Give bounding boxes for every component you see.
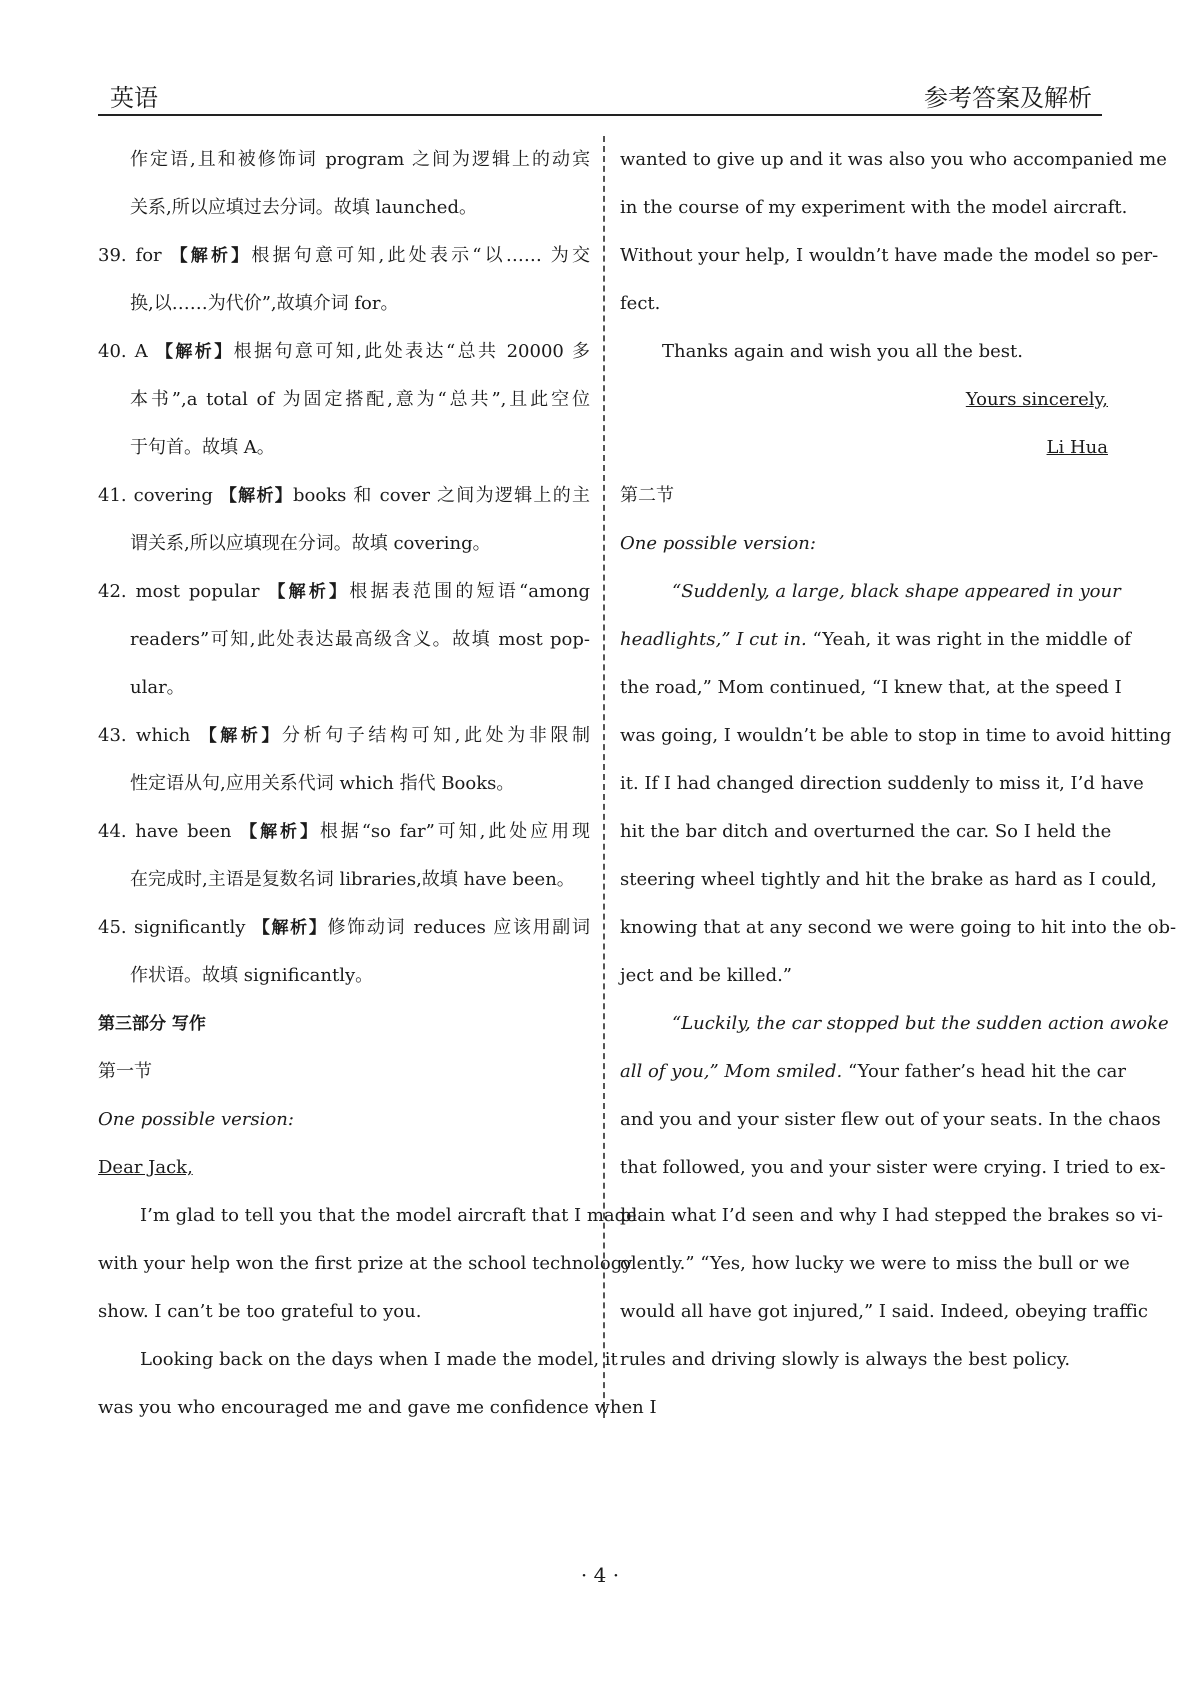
letter-line: Looking back on the days when I made the model, it: [140, 1349, 618, 1370]
text-line: 本书”,a total of 为固定搭配,意为“总共”,且此空位: [130, 389, 590, 410]
letter-line: show. I can’t be too grateful to you.: [98, 1301, 422, 1322]
right-column: [620, 136, 1177, 1384]
story-line: and you and your sister flew out of your seats. In the chaos: [620, 1109, 1161, 1130]
story-line: rules and driving slowly is always the best policy.: [620, 1349, 1071, 1370]
letter-line: fect.: [620, 293, 661, 314]
story-line: headlights,” I cut in. “Yeah, it was right in the middle of: [620, 629, 1131, 650]
letter-line: in the course of my experiment with the model aircraft.: [620, 197, 1128, 218]
part-heading: 第三部分 写作: [98, 1014, 206, 1034]
letter-line: with your help won the first prize at the school technology: [98, 1253, 633, 1274]
story-line: hit the bar ditch and overturned the car. So I held the: [620, 821, 1112, 842]
letter-closing: Yours sincerely,: [965, 389, 1108, 410]
text-line: 关系,所以应填过去分词。故填 launched。: [130, 197, 477, 218]
story-line: plain what I’d seen and why I had stepped the brakes so vi-: [620, 1205, 1164, 1226]
answer-45: 45. significantly 【解析】修饰动词 reduces 应该用副词: [98, 917, 590, 938]
story-line: the road,” Mom continued, “I knew that, at the speed I: [620, 677, 1122, 698]
story-line: was going, I wouldn’t be able to stop in time to avoid hitting: [620, 725, 1172, 746]
text-line: 性定语从句,应用关系代词 which 指代 Books。: [130, 773, 515, 794]
story-line: would all have got injured,” I said. Indeed, obeying traffic: [620, 1301, 1148, 1322]
text-line: 于句首。故填 A。: [130, 437, 275, 458]
section-heading: 第一节: [98, 1061, 152, 1082]
text-line: 换,以……为代价”,故填介词 for。: [130, 293, 399, 314]
story-line: steering wheel tightly and hit the brake as hard as I could,: [620, 869, 1157, 890]
text-line: ular。: [130, 677, 185, 698]
letter-line: Without your help, I wouldn’t have made the model so per-: [620, 245, 1159, 266]
answer-42: 42. most popular 【解析】根据表范围的短语“among: [98, 581, 590, 602]
section-heading: 第二节: [620, 485, 674, 506]
letter-line: wanted to give up and it was also you who accompanied me: [620, 149, 1167, 170]
story-line: all of you,” Mom smiled. “Your father’s head hit the car: [620, 1061, 1127, 1082]
letter-line: I’m glad to tell you that the model aircraft that I made: [140, 1205, 637, 1226]
story-line: olently.” “Yes, how lucky we were to miss the bull or we: [620, 1253, 1130, 1274]
letter-signature: Li Hua: [1046, 437, 1108, 458]
section-title: 参考答案及解析: [924, 84, 1092, 112]
version-label: One possible version:: [98, 1109, 294, 1130]
letter-thanks: Thanks again and wish you all the best.: [662, 341, 1023, 362]
text-line: 谓关系,所以应填现在分词。故填 covering。: [130, 533, 491, 554]
story-line: “Suddenly, a large, black shape appeared in your: [672, 581, 1121, 602]
page-number: · 4 ·: [580, 1563, 620, 1587]
answer-43: 43. which 【解析】分析句子结构可知,此处为非限制: [98, 725, 590, 746]
answer-44: 44. have been 【解析】根据“so far”可知,此处应用现: [98, 821, 591, 842]
letter-line: was you who encouraged me and gave me confidence when I: [98, 1397, 657, 1418]
story-line: “Luckily, the car stopped but the sudden action awoke: [672, 1013, 1169, 1034]
salutation: Dear Jack,: [98, 1157, 193, 1178]
page-header: [98, 64, 1102, 116]
version-label: One possible version:: [620, 533, 816, 554]
story-line: that followed, you and your sister were crying. I tried to ex-: [620, 1157, 1166, 1178]
story-line: it. If I had changed direction suddenly to miss it, I’d have: [620, 773, 1144, 794]
story-line: knowing that at any second we were going to hit into the ob-: [620, 917, 1177, 938]
text-line: 在完成时,主语是复数名词 libraries,故填 have been。: [130, 869, 575, 890]
text-line: 作定语,且和被修饰词 program 之间为逻辑上的动宾: [130, 149, 590, 170]
answer-40: 40. A 【解析】根据句意可知,此处表达“总共 20000 多: [98, 341, 590, 362]
subject-title: 英语: [110, 84, 158, 112]
text-line: 作状语。故填 significantly。: [130, 965, 374, 986]
text-line: readers”可知,此处表达最高级含义。故填 most pop-: [130, 629, 590, 650]
story-line: ject and be killed.”: [620, 965, 793, 986]
answer-41: 41. covering 【解析】books 和 cover 之间为逻辑上的主: [98, 485, 590, 506]
answer-39: 39. for 【解析】根据句意可知,此处表示“以…… 为交: [98, 245, 590, 266]
